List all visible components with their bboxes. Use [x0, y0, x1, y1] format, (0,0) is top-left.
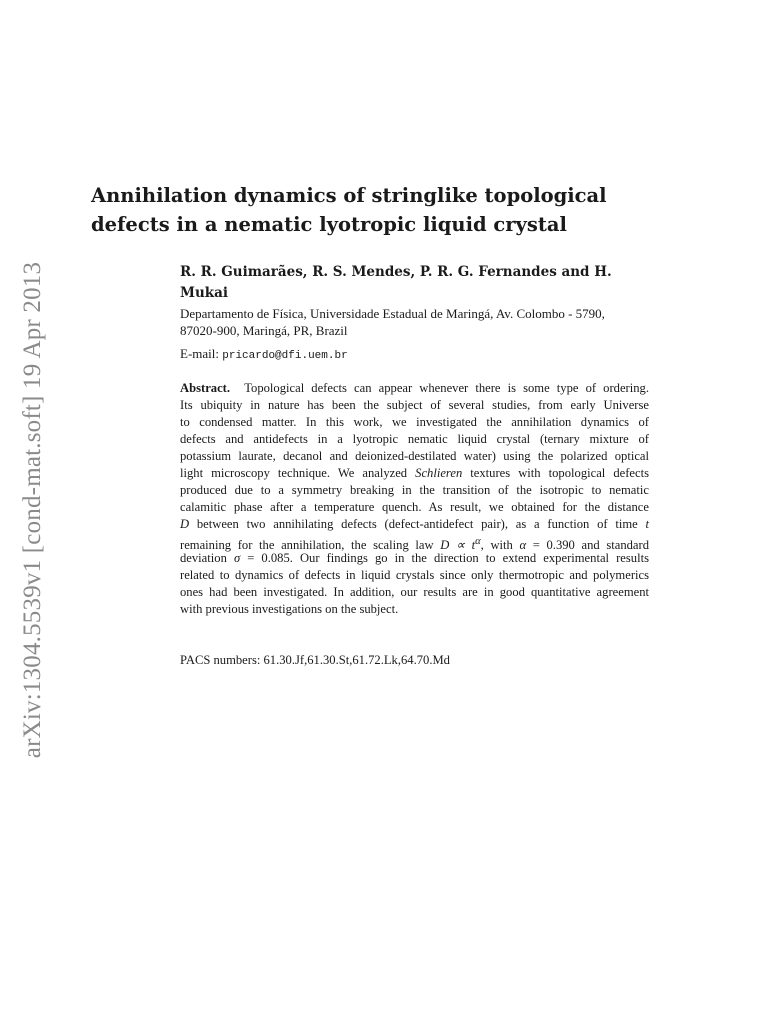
abstract-text: Topological defects can appear whenever there is some type of ordering.	[244, 381, 649, 395]
abstract-line	[180, 380, 649, 397]
affiliation	[180, 305, 650, 339]
pacs-numbers: PACS numbers: 61.30.Jf,61.30.St,61.72.Lk,64.70.Md	[180, 653, 450, 667]
schlieren-term: Schlieren	[415, 466, 463, 480]
abstract-text: light microscopy technique. We analyzed	[180, 466, 416, 480]
email-label: E-mail:	[180, 346, 219, 361]
abstract-line: related to dynamics of defects in liquid crystals since only thermotropic and polymerics	[180, 568, 649, 582]
math-variable-d: D	[180, 517, 190, 531]
abstract-text: = 0.085. Our findings go in the direction to extend experimental results	[240, 551, 649, 565]
abstract-line	[180, 516, 649, 533]
abstract-text: between two annihilating defects (defect-antidefect pair), as a function of time	[189, 517, 646, 531]
email-line	[180, 345, 348, 365]
abstract-line	[180, 550, 649, 567]
abstract-line: to condensed matter. In this work, we investigated the annihilation dynamics of	[180, 415, 649, 429]
abstract-line: calamitic phase after a temperature quench. As result, we obtained for the distance	[180, 500, 649, 514]
paper-title	[91, 181, 651, 239]
abstract-line: ones had been investigated. In addition, our results are in good quantitative agreement	[180, 585, 649, 599]
author-list-line-1: R. R. Guimarães, R. S. Mendes, P. R. G. Fernandes and H.	[180, 264, 612, 280]
paper-title-line-1: Annihilation dynamics of stringlike topological	[91, 184, 607, 207]
abstract-line: potassium laurate, decanol and deionized-destilated water) using the polarized optical	[180, 449, 649, 463]
arxiv-identifier-stamp: arXiv:1304.5539v1 [cond-mat.soft] 19 Apr 2013	[19, 261, 46, 759]
paper-title-line-2: defects in a nematic lyotropic liquid crystal	[91, 213, 567, 236]
scaling-exponent: α	[475, 536, 481, 547]
abstract-heading: Abstract.	[180, 381, 231, 395]
abstract	[180, 380, 649, 618]
abstract-line: defects and antidefects in a lyotropic nematic liquid crystal (ternary mixture of	[180, 432, 649, 446]
abstract-text: , with	[480, 538, 520, 553]
abstract-line	[180, 465, 649, 482]
abstract-line: produced due to a symmetry breaking in the transition of the isotropic to nematic	[180, 483, 649, 497]
math-variable-t: t	[645, 517, 649, 531]
abstract-line: Its ubiquity in nature has been the subject of several studies, from early Universe	[180, 398, 649, 412]
abstract-text: textures with topological defects	[462, 466, 649, 480]
math-variable-sigma: σ	[233, 551, 241, 565]
author-list-line-2: Mukai	[180, 285, 228, 301]
author-list	[180, 262, 640, 304]
scaling-law: D ∝ t	[440, 538, 476, 553]
math-variable-alpha: α	[519, 538, 527, 553]
abstract-line	[180, 533, 649, 553]
affiliation-line-1: Departamento de Física, Universidade Estadual de Maringá, Av. Colombo - 5790,	[180, 306, 605, 321]
abstract-text: = 0.390 and standard	[526, 538, 649, 553]
abstract-text: deviation	[180, 551, 234, 565]
email-address-link[interactable]: pricardo@dfi.uem.br	[222, 350, 348, 362]
abstract-line: with previous investigations on the subject.	[180, 602, 399, 616]
affiliation-line-2: 87020-900, Maringá, PR, Brazil	[180, 323, 348, 338]
abstract-text: remaining for the annihilation, the scaling law	[180, 538, 441, 553]
